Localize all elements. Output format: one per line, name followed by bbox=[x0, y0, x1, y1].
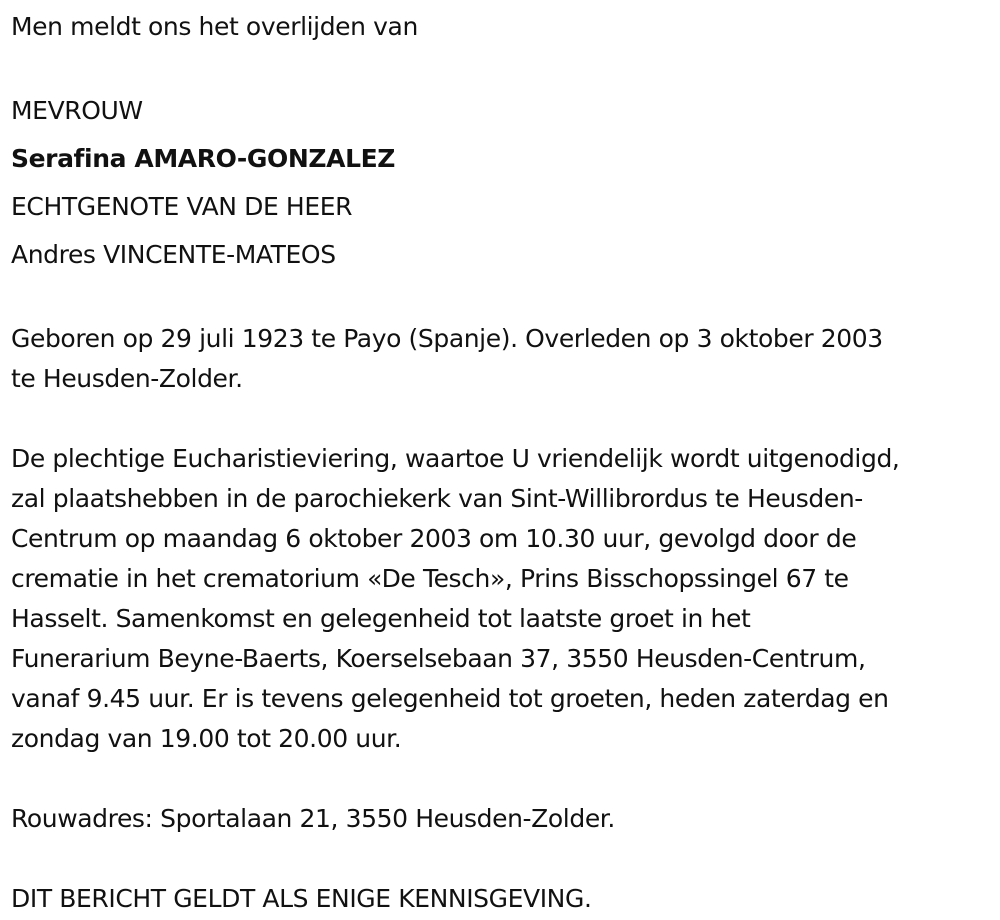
spacer bbox=[11, 48, 996, 88]
ceremony-line: Hasselt. Samenkomst en gelegenheid tot laatste groet in het bbox=[11, 604, 751, 633]
spacer bbox=[11, 840, 996, 880]
spacer bbox=[11, 280, 996, 320]
ceremony-line: zal plaatshebben in de parochiekerk van Sint-Willibrordus te Heusden- bbox=[11, 484, 863, 513]
ceremony-line: crematie in het crematorium «De Tesch», Prins Bisschopssingel 67 te bbox=[11, 564, 849, 593]
relation-text: ECHTGENOTE VAN DE HEER bbox=[11, 192, 353, 221]
closing-text: DIT BERICHT GELDT ALS ENIGE KENNISGEVING. bbox=[11, 884, 592, 913]
ceremony-line: De plechtige Eucharistieviering, waartoe U vriendelijk wordt uitgenodigd, bbox=[11, 444, 900, 473]
intro-text: Men meldt ons het overlijden van bbox=[11, 12, 418, 41]
ceremony-line: zondag van 19.00 tot 20.00 uur. bbox=[11, 724, 402, 753]
ceremony-line: Funerarium Beyne-Baerts, Koerselsebaan 37, 3550 Heusden-Centrum, bbox=[11, 644, 866, 673]
spacer bbox=[11, 760, 996, 800]
ceremony-line: vanaf 9.45 uur. Er is tevens gelegenheid tot groeten, heden zaterdag en bbox=[11, 684, 889, 713]
spacer bbox=[11, 400, 996, 440]
birth-death-line: Geboren op 29 juli 1923 te Payo (Spanje). Overleden op 3 oktober 2003 bbox=[11, 324, 883, 353]
title-text: MEVROUW bbox=[11, 96, 143, 125]
birth-death-line: te Heusden-Zolder. bbox=[11, 364, 243, 393]
deceased-name: Serafina AMARO-GONZALEZ bbox=[11, 144, 396, 173]
spouse-name: Andres VINCENTE-MATEOS bbox=[11, 240, 336, 269]
mourning-address: Rouwadres: Sportalaan 21, 3550 Heusden-Zolder. bbox=[11, 804, 615, 833]
ceremony-line: Centrum op maandag 6 oktober 2003 om 10.30 uur, gevolgd door de bbox=[11, 524, 857, 553]
obituary-notice bbox=[11, 8, 996, 920]
